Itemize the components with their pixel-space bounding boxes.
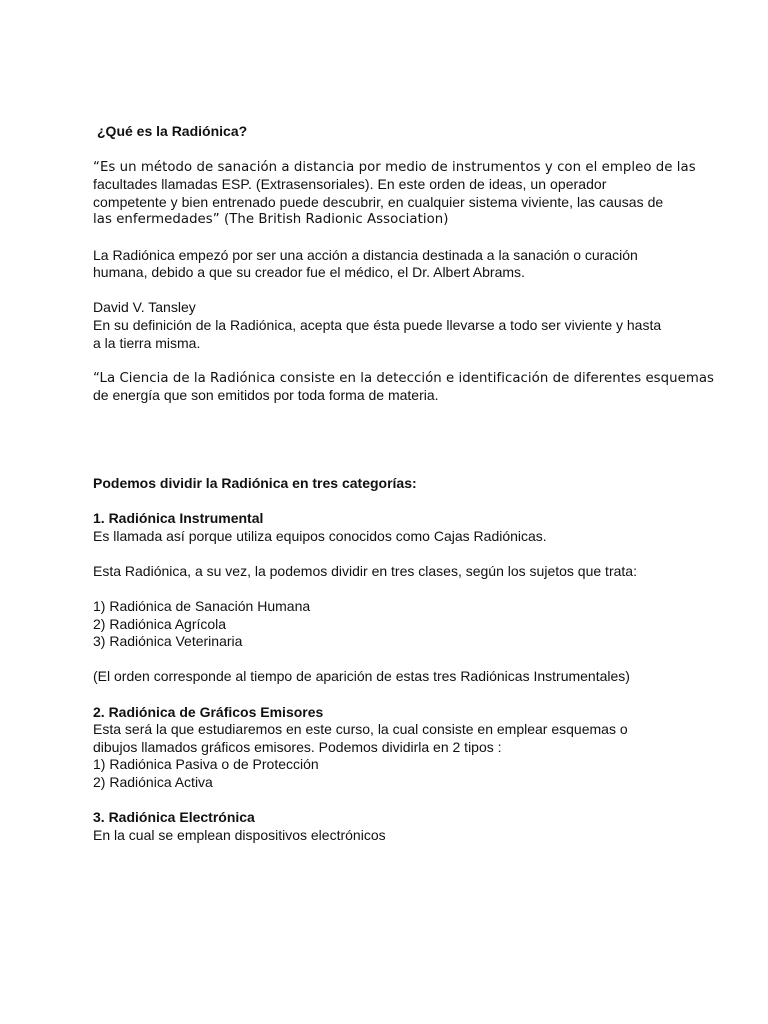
category-description: En la cual se emplean dispositivos electrónicos: [93, 826, 386, 843]
category-description: dibujos llamados gráficos emisores. Podemos dividirla en 2 tipos :: [93, 738, 502, 755]
category-graficos: [93, 704, 683, 792]
categories-heading: Podemos dividir la Radiónica en tres categorías:: [93, 474, 417, 491]
list-item: 2) Radiónica Activa: [93, 774, 213, 790]
category-title: 1. Radiónica Instrumental: [93, 510, 264, 527]
category-intro: Esta Radiónica, a su vez, la podemos dividir en tres clases, según los sujetos que trata:: [93, 562, 637, 579]
category-description: Es llamada así porque utiliza equipos conocidos como Cajas Radiónicas.: [93, 527, 547, 544]
category-electronica: [93, 809, 683, 844]
paragraph-abrams: [93, 247, 683, 282]
intro-quote-line: competente y bien entrenado puede descubrir, en cualquier sistema viviente, las causas de: [93, 193, 664, 210]
paragraph-line: La Radiónica empezó por ser una acción a distancia destinada a la sanación o curación: [93, 246, 638, 263]
category-title: 2. Radiónica de Gráficos Emisores: [93, 703, 324, 720]
list-item: 1) Radiónica Pasiva o de Protección: [93, 756, 319, 773]
science-quote-line: “La Ciencia de la Radiónica consiste en la detección e identificación de diferentes esquemas: [93, 370, 715, 386]
list-item: 2) Radiónica Agrícola: [93, 615, 227, 632]
science-quote: [93, 370, 715, 405]
author-name: David V. Tansley: [93, 299, 196, 316]
intro-quote-line: “Es un método de sanación a distancia por medio de instrumentos y con el empleo de las: [93, 159, 696, 175]
category-description: Esta será la que estudiaremos en este curso, la cual consiste en emplear esquemas o: [93, 721, 628, 738]
paragraph-line: humana, debido a que su creador fue el médico, el Dr. Albert Abrams.: [93, 264, 525, 281]
document-page: [93, 114, 715, 844]
category-note: (El orden corresponde al tiempo de aparición de estas tres Radiónicas Instrumentales): [93, 668, 630, 685]
category-title: 3. Radiónica Electrónica: [93, 809, 255, 826]
paragraph-tansley: [93, 299, 683, 352]
list-item: 3) Radiónica Veterinaria: [93, 633, 243, 650]
list-item: 1) Radiónica de Sanación Humana: [93, 598, 311, 615]
paragraph-line: a la tierra misma.: [93, 334, 201, 351]
paragraph-line: En su definición de la Radiónica, acepta que ésta puede llevarse a todo ser viviente y hasta: [93, 316, 662, 333]
intro-quote-line: facultades llamadas ESP. (Extrasensoriales). En este orden de ideas, un operador: [93, 176, 607, 193]
category-instrumental: [93, 510, 683, 686]
science-quote-line: de energía que son emitidos por toda forma de materia.: [93, 387, 439, 404]
page-title: ¿Qué es la Radiónica?: [97, 123, 248, 139]
intro-quote-line: las enfermedades” (The British Radionic Association): [93, 212, 449, 228]
intro-quote: [93, 159, 696, 229]
